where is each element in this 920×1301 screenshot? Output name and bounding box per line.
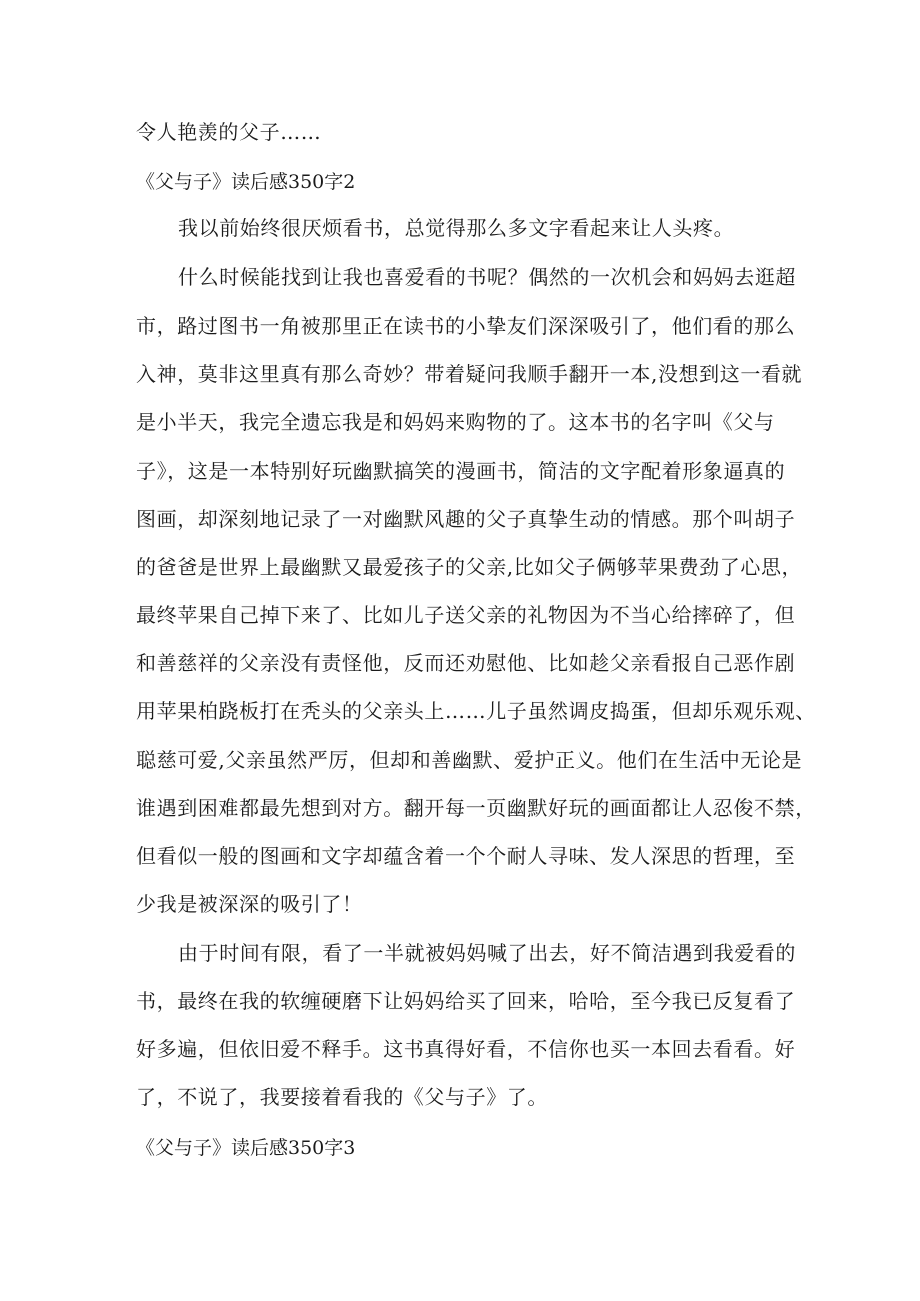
paragraph-first-line: 我以前始终很厌烦看书，总觉得那么多文字看起来让人头疼。 — [178, 216, 735, 240]
text-line: 子》，这是一本特别好玩幽默搞笑的漫画书，简洁的文字配着形象逼真的 — [136, 459, 786, 483]
text-line: 了，不说了，我要接着看我的《父与子》了。 — [136, 1085, 548, 1109]
section-heading: 《父与子》读后感350字3 — [136, 1137, 356, 1159]
text-line: 的爸爸是世界上最幽默又最爱孩子的父亲,比如父子俩够苹果费劲了心思， — [136, 555, 803, 579]
text-line: 但看似一般的图画和文字却蕴含着一个个耐人寻味、发人深思的哲理，至 — [136, 844, 796, 868]
text-line: 图画，却深刻地记录了一对幽默风趣的父子真挚生动的情感。那个叫胡子 — [136, 507, 796, 531]
text-line: 令人艳羡的父子…… — [136, 120, 322, 144]
text-line: 少我是被深深的吸引了！ — [136, 892, 363, 916]
text-line: 聪慈可爱,父亲虽然严厉，但却和善幽默、爱护正义。他们在生活中无论是 — [136, 748, 803, 772]
paragraph-first-line: 什么时候能找到让我也喜爱看的书呢？偶然的一次机会和妈妈去逛超 — [178, 265, 796, 289]
text-line: 最终苹果自己掉下来了、比如儿子送父亲的礼物因为不当心给摔碎了，但 — [136, 603, 796, 627]
text-line: 好多遍，但依旧爱不释手。这书真得好看，不信你也买一本回去看看。好 — [136, 1037, 796, 1061]
text-line: 市，路过图书一角被那里正在读书的小挚友们深深吸引了，他们看的那么 — [136, 314, 796, 338]
section-heading: 《父与子》读后感350字2 — [136, 171, 356, 193]
text-line: 书，最终在我的软缠硬磨下让妈妈给买了回来，哈哈，至今我已反复看了 — [136, 989, 796, 1013]
text-line: 谁遇到困难都最先想到对方。翻开每一页幽默好玩的画面都让人忍俊不禁， — [136, 796, 816, 820]
text-line: 和善慈祥的父亲没有责怪他，反而还劝慰他、比如趁父亲看报自己恶作剧 — [136, 651, 796, 675]
paragraph-first-line: 由于时间有限，看了一半就被妈妈喊了出去，好不简洁遇到我爱看的 — [178, 941, 796, 965]
text-line: 用苹果柏跷板打在秃头的父亲头上……儿子虽然调皮捣蛋，但却乐观乐观、 — [136, 699, 816, 723]
text-line: 是小半天，我完全遗忘我是和妈妈来购物的了。这本书的名字叫《父与 — [136, 410, 775, 434]
text-line: 入神，莫非这里真有那么奇妙？带着疑问我顺手翻开一本,没想到这一看就 — [136, 362, 803, 386]
